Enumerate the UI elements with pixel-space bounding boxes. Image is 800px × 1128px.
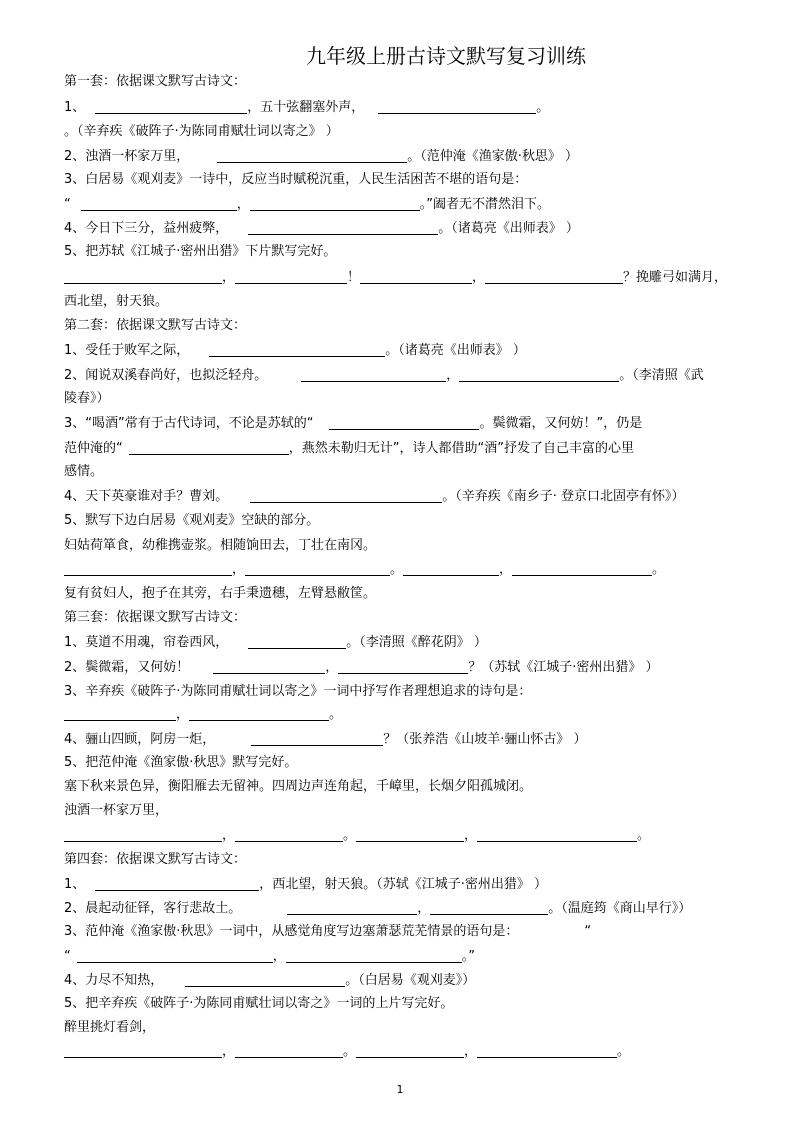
set4-heading: 第四套：依据课文默写古诗文： — [64, 852, 247, 867]
answer-blank[interactable] — [459, 367, 619, 382]
set2-q4 — [64, 488, 685, 505]
answer-blank[interactable] — [477, 827, 637, 842]
answer-blank[interactable] — [360, 269, 472, 284]
punct: 。 — [637, 828, 651, 843]
punct: 。 — [652, 562, 666, 577]
set1-q5-tail: 西北望，射天狼。 — [64, 294, 169, 309]
set2-q2-cont: 陵春》） — [64, 391, 110, 406]
set2-q3-c: 感情。 — [64, 464, 104, 479]
prompt-text: 2、鬓微霜，又何妨！ — [64, 660, 190, 675]
answer-blank[interactable] — [329, 415, 479, 430]
answer-blank[interactable] — [81, 196, 237, 211]
answer-blank[interactable] — [485, 269, 623, 284]
answer-blank[interactable] — [251, 731, 383, 746]
set4-q3-answer — [64, 948, 475, 965]
punct: 。 — [329, 707, 343, 722]
set3-q5-c: 浊酒一杯家万里， — [64, 803, 169, 818]
set3-q2 — [64, 659, 659, 676]
punct: ， — [472, 270, 486, 285]
answer-blank[interactable] — [356, 827, 464, 842]
source-text: 。（诸葛亮《出师表》 ） — [385, 343, 526, 358]
prompt-text: ？挽雕弓如满月， — [623, 270, 728, 285]
prompt-text: 范仲淹的“ — [64, 441, 123, 456]
punct: ， — [325, 660, 339, 675]
set2-q5-d: 复有贫妇人，抱子在其旁，右手秉遗穗，左臂悬敝筐。 — [64, 586, 377, 601]
answer-blank[interactable] — [248, 220, 438, 235]
prompt-text: 4、骊山四顾，阿房一炬， — [64, 732, 216, 747]
set1-q2 — [64, 148, 578, 165]
set2-q3 — [64, 415, 642, 432]
source-text: 。（白居易《观刈麦》） — [345, 973, 476, 988]
answer-blank[interactable] — [235, 269, 347, 284]
answer-blank[interactable] — [245, 561, 390, 576]
answer-blank[interactable] — [430, 900, 548, 915]
set3-q4 — [64, 731, 587, 748]
prompt-text: ，五十弦翻塞外声， — [247, 100, 365, 115]
answer-blank[interactable] — [217, 148, 407, 163]
q-number: 1、 — [64, 877, 86, 892]
set2-q5-b: 妇姑荷箪食，幼稚携壶浆。相随饷田去，丁壮在南冈。 — [64, 538, 377, 553]
answer-blank[interactable] — [250, 488, 442, 503]
set2-q1 — [64, 342, 526, 359]
punct: ， — [176, 707, 190, 722]
answer-blank[interactable] — [235, 827, 343, 842]
answer-blank[interactable] — [338, 659, 468, 674]
set4-q4 — [64, 972, 475, 989]
set4-q3 — [64, 924, 591, 940]
answer-blank[interactable] — [235, 1043, 343, 1058]
answer-blank[interactable] — [213, 659, 325, 674]
set2-q2 — [64, 367, 704, 384]
prompt-text: 3、“喝酒”常有于古代诗词，不论是苏轼的“ — [64, 416, 314, 431]
quote-mark: “ — [64, 197, 71, 212]
set1-heading: 第一套：依据课文默写古诗文： — [64, 74, 247, 89]
source-text: 。（辛弃疾《南乡子· 登京口北固亭有怀》） — [442, 489, 685, 504]
source-text: 。（李清照《武 — [619, 368, 704, 383]
quote-mark: “ — [584, 924, 592, 939]
prompt-text: 2、晨起动征铎，客行悲故土。 — [64, 901, 242, 916]
answer-blank[interactable] — [512, 561, 652, 576]
set3-q5: 5、把范仲淹《渔家傲·秋思》默写完好。 — [64, 755, 298, 770]
punct: ， — [464, 828, 478, 843]
prompt-text: 1、莫道不用魂，帘卷西风， — [64, 635, 229, 650]
answer-blank[interactable] — [209, 342, 385, 357]
q-number: 1、 — [64, 100, 86, 115]
set3-q5-b: 塞下秋来景色异，衡阳雁去无留神。四周边声连角起，千嶂里，长烟夕阳孤城闭。 — [64, 779, 533, 794]
set3-q3: 3、辛弃疾《破阵子·为陈同甫赋壮词以寄之》一词中抒写作者理想追求的诗句是： — [64, 684, 532, 699]
page-number: 1 — [396, 1083, 404, 1096]
answer-blank[interactable] — [64, 269, 222, 284]
quote-mark: “ — [64, 949, 71, 964]
punct: ， — [417, 901, 431, 916]
answer-blank[interactable] — [64, 706, 176, 721]
punct: 。 — [617, 1044, 631, 1059]
answer-blank[interactable] — [356, 1043, 464, 1058]
answer-blank[interactable] — [64, 1043, 222, 1058]
set2-q5: 5、默写下边白居易《观刈麦》空缺的部分。 — [64, 513, 320, 528]
set1-q4 — [64, 220, 579, 237]
answer-blank[interactable] — [301, 367, 446, 382]
source-text: ？（苏轼《江城子·密州出猎》 ） — [468, 660, 659, 675]
punct: 。” — [461, 949, 476, 964]
source-text: ？（张养浩《山坡羊·骊山怀古》 ） — [383, 732, 587, 747]
set4-q1 — [64, 876, 547, 893]
punct: 。 — [343, 828, 357, 843]
answer-blank[interactable] — [287, 900, 417, 915]
punct: ， — [236, 197, 250, 212]
punct: ， — [222, 270, 236, 285]
source-text: 。（诸葛亮《出师表》 ） — [438, 221, 579, 236]
prompt-text: 4、今日下三分，益州疲弊， — [64, 221, 229, 236]
punct: 。 — [390, 562, 404, 577]
answer-blank[interactable] — [250, 196, 420, 211]
punct: 。 — [343, 1044, 357, 1059]
answer-blank[interactable] — [378, 99, 536, 114]
prompt-text: ，西北望，射天狼。（苏轼《江城子·密州出猎》 ） — [259, 877, 548, 892]
answer-blank[interactable] — [64, 827, 222, 842]
prompt-text: 1、受任于败军之际， — [64, 343, 190, 358]
answer-blank[interactable] — [477, 1043, 617, 1058]
set3-q3-answer — [64, 706, 342, 723]
prompt-text: 2、闻说双溪春尚好，也拟泛轻舟。 — [64, 368, 268, 383]
answer-blank[interactable] — [248, 634, 346, 649]
punct: ！ — [347, 270, 361, 285]
set2-heading: 第二套：依据课文默写古诗文： — [64, 318, 247, 333]
prompt-text: ，燕然未勒归无计”，诗人都借助“酒”抒发了自己丰富的心里 — [288, 441, 634, 456]
set4-q2 — [64, 900, 691, 917]
answer-blank[interactable] — [77, 948, 273, 963]
answer-blank[interactable] — [95, 99, 247, 114]
answer-blank[interactable] — [64, 561, 232, 576]
set3-q5-answer — [64, 827, 650, 844]
punct: ， — [499, 562, 513, 577]
set2-q5-answer — [64, 561, 665, 578]
answer-blank[interactable] — [189, 706, 329, 721]
set4-q5: 5、把辛弃疾《破阵子·为陈同甫赋壮词以寄之》一词的上片写完好。 — [64, 996, 454, 1011]
prompt-text: 3、范仲淹《渔家傲·秋思》一词中，从感觉角度写边塞萧瑟荒芜情景的语句是： — [64, 924, 519, 939]
set4-q5-b: 醉里挑灯看剑， — [64, 1020, 156, 1035]
prompt-text: 4、天下英豪谁对手？曹刘。 — [64, 489, 229, 504]
prompt-text: 。”阖者无不潸然泪下。 — [419, 197, 551, 212]
page-title: 九年级上册古诗文默写复习训练 — [306, 44, 586, 68]
answer-blank[interactable] — [403, 561, 499, 576]
set3-q1 — [64, 634, 487, 651]
set1-q1 — [64, 99, 549, 116]
set4-q5-answer — [64, 1043, 630, 1060]
set2-q3-b — [64, 440, 634, 457]
punct: ， — [464, 1044, 478, 1059]
set1-q3-answer — [64, 196, 550, 213]
punct: ， — [446, 368, 460, 383]
punct: 。 — [536, 100, 550, 115]
source-text: 。（温庭筠《商山早行》） — [548, 901, 692, 916]
answer-blank[interactable] — [95, 876, 259, 891]
punct: ， — [222, 1044, 236, 1059]
set1-q3: 3、白居易《观刈麦》一诗中，反应当时赋税沉重，人民生活困苦不堪的语句是： — [64, 172, 528, 187]
set1-q1-source: 。（辛弃疾《破阵子·为陈同甫赋壮词以寄之》 ） — [64, 124, 339, 139]
answer-blank[interactable] — [129, 440, 289, 455]
prompt-text: 2、浊酒一杯家万里， — [64, 149, 190, 164]
prompt-text: 4、力尽不知热， — [64, 973, 164, 988]
punct: ， — [222, 828, 236, 843]
set1-q5-answer — [64, 269, 727, 286]
answer-blank[interactable] — [185, 972, 345, 987]
answer-blank[interactable] — [286, 948, 462, 963]
prompt-text: 。鬓微霜，又何妨！”，仍是 — [479, 416, 643, 431]
set3-heading: 第三套：依据课文默写古诗文： — [64, 610, 247, 625]
punct: ， — [232, 562, 246, 577]
set1-q5: 5、把苏轼《江城子·密州出猎》下片默写完好。 — [64, 244, 337, 259]
punct: ， — [272, 949, 286, 964]
source-text: 。（范仲淹《渔家傲·秋思》 ） — [407, 149, 579, 164]
source-text: 。（李清照《醉花阴》 ） — [346, 635, 487, 650]
